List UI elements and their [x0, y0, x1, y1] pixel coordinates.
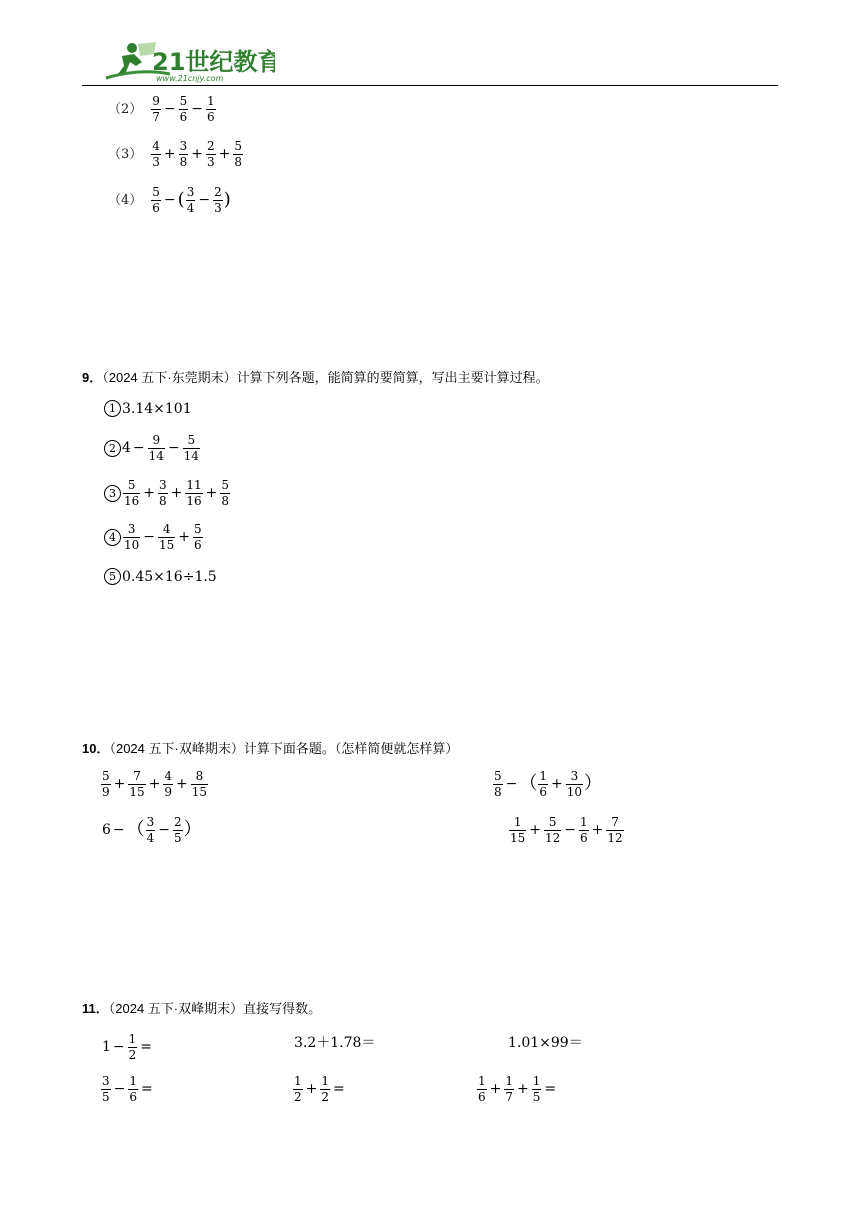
denominator: 6	[580, 830, 588, 845]
operator: −	[163, 192, 176, 209]
numerator: 1	[532, 1074, 541, 1088]
numerator: 3	[146, 815, 155, 829]
fraction	[128, 770, 145, 798]
numerator: 7	[611, 815, 619, 829]
denominator: 2	[128, 1047, 137, 1062]
fraction	[206, 140, 216, 168]
fraction	[158, 523, 175, 551]
fraction	[101, 1075, 111, 1103]
question-text: 直接写得数。	[243, 1001, 322, 1016]
numerator: 5	[494, 769, 502, 783]
numerator: 1	[207, 94, 215, 108]
list-item	[100, 1075, 155, 1103]
denominator: 4	[186, 200, 195, 215]
operator: −	[143, 529, 156, 546]
operator: −	[113, 1081, 126, 1098]
numerator: 1	[505, 1074, 514, 1088]
number-text: 4	[122, 440, 131, 457]
numerator: 5	[152, 185, 160, 199]
denominator: 5	[532, 1089, 541, 1104]
fraction	[191, 770, 208, 798]
denominator: 15	[510, 830, 526, 845]
denominator: 15	[191, 784, 208, 799]
fraction	[320, 1075, 330, 1103]
denominator: 6	[152, 200, 160, 215]
list-item	[100, 770, 209, 798]
list-item	[508, 816, 625, 844]
numerator: 1	[294, 1074, 302, 1088]
fraction	[128, 1075, 138, 1103]
denominator: 2	[294, 1089, 302, 1104]
question-text: 计算下面各题。（怎样简便就怎样算）	[243, 741, 459, 756]
numerator: 3	[127, 522, 136, 536]
denominator: 4	[146, 830, 155, 845]
operator: +	[143, 485, 156, 502]
operator: +	[305, 1081, 318, 1098]
denominator: 3	[214, 200, 222, 215]
fraction	[183, 434, 200, 462]
numerator: 5	[179, 94, 188, 108]
fraction	[532, 1075, 542, 1103]
item-label: （3）	[108, 146, 143, 162]
denominator: 6	[179, 109, 188, 124]
fraction	[148, 434, 165, 462]
denominator: 10	[566, 784, 583, 799]
denominator: 14	[183, 448, 199, 463]
fraction	[606, 816, 623, 844]
circled-number: 4	[104, 529, 121, 546]
question-source: （2024 五下·双峰期末）	[108, 1001, 244, 1016]
list-item	[104, 479, 231, 507]
logo-text: 21世纪教育	[152, 48, 275, 76]
question-10-title	[82, 738, 458, 757]
numerator: 1	[513, 815, 522, 829]
question-number: 11．	[82, 1001, 109, 1016]
operator: −	[198, 192, 211, 209]
item-label: （2）	[108, 101, 143, 117]
denominator: 5	[174, 830, 182, 845]
numerator: 1	[321, 1074, 330, 1088]
operator: −	[163, 101, 176, 118]
numerator: 5	[187, 433, 196, 447]
circled-number: 3	[104, 485, 121, 502]
brand-logo	[100, 38, 275, 84]
fraction	[477, 1075, 487, 1103]
list-item	[104, 523, 204, 551]
operator: −	[564, 822, 577, 839]
operator: +	[148, 776, 161, 793]
numerator: 5	[127, 478, 136, 492]
item-label: （4）	[108, 192, 143, 208]
fraction	[146, 816, 156, 844]
fraction	[151, 95, 161, 123]
number-text: 3.2＋1.78＝	[294, 1035, 376, 1051]
denominator: 6	[129, 1089, 138, 1104]
numerator: 1	[129, 1074, 138, 1088]
fraction	[293, 1075, 303, 1103]
operator: +	[551, 776, 563, 793]
list-item	[104, 568, 217, 585]
numerator: 5	[221, 478, 230, 492]
list-item	[492, 770, 602, 798]
fraction	[179, 140, 189, 168]
fraction	[504, 1075, 514, 1103]
denominator: 16	[186, 493, 202, 508]
operator: +	[529, 822, 542, 839]
question-9-title	[82, 367, 549, 386]
denominator: 6	[539, 784, 548, 799]
question-source: （2024 五下·双峰期末）	[109, 741, 244, 756]
header-divider	[82, 85, 778, 86]
numerator: 5	[234, 139, 243, 153]
denominator: 14	[148, 448, 164, 463]
numerator: 5	[548, 815, 557, 829]
denominator: 15	[129, 784, 145, 799]
fraction	[566, 770, 583, 798]
logo-url-text: www.21cnjy.com	[156, 74, 224, 83]
fraction	[151, 186, 161, 214]
numerator: 9	[152, 94, 160, 108]
operator: =	[140, 1039, 153, 1056]
question-number: 10．	[82, 741, 110, 756]
numerator: 3	[159, 478, 167, 492]
operator: +	[218, 146, 231, 163]
operator: −	[167, 440, 180, 457]
list-item	[102, 816, 202, 844]
numerator: 7	[133, 769, 141, 783]
fraction	[151, 140, 161, 168]
operator: =	[141, 1081, 153, 1098]
operator: −	[132, 440, 145, 457]
operator: =	[333, 1081, 345, 1098]
fraction	[186, 186, 196, 214]
denominator: 15	[159, 537, 175, 552]
fraction	[206, 95, 216, 123]
parenthesis: (	[177, 189, 185, 211]
operator: +	[176, 776, 188, 793]
denominator: 9	[164, 784, 173, 799]
numerator: 2	[214, 185, 222, 199]
circled-number: 2	[104, 440, 121, 457]
fraction	[123, 479, 140, 507]
fraction	[163, 770, 173, 798]
fraction	[544, 816, 561, 844]
parenthesis: )	[223, 189, 231, 211]
denominator: 6	[207, 109, 215, 124]
list-item	[108, 186, 231, 214]
denominator: 16	[124, 493, 140, 508]
numerator: 1	[539, 769, 548, 783]
denominator: 8	[234, 154, 243, 169]
operator: −	[505, 776, 518, 793]
fraction	[179, 95, 189, 123]
denominator: 8	[494, 784, 502, 799]
denominator: 7	[152, 109, 160, 124]
numerator: 1	[128, 1032, 137, 1046]
number-text: 1.01×99＝	[508, 1035, 583, 1051]
denominator: 12	[607, 830, 623, 845]
operator: +	[178, 529, 191, 546]
numerator: 1	[580, 815, 588, 829]
operator: +	[591, 822, 604, 839]
parenthesis: ）	[183, 819, 202, 841]
numerator: 3	[102, 1074, 110, 1088]
numerator: 3	[186, 185, 195, 199]
question-11-title	[82, 998, 321, 1017]
fraction	[123, 523, 140, 551]
list-item	[102, 1033, 154, 1061]
number-text: 1	[102, 1039, 111, 1056]
operator: −	[158, 822, 171, 839]
operator: −	[112, 1039, 125, 1056]
numerator: 4	[152, 139, 160, 153]
numerator: 4	[164, 769, 173, 783]
denominator: 10	[124, 537, 140, 552]
operator: +	[170, 485, 183, 502]
parenthesis: （	[126, 819, 145, 841]
fraction	[128, 1033, 138, 1061]
question-number: 9．	[82, 370, 103, 385]
denominator: 12	[545, 830, 561, 845]
operator: +	[517, 1081, 529, 1098]
operator: +	[191, 146, 204, 163]
list-item	[294, 1036, 375, 1050]
operator: +	[205, 485, 218, 502]
fraction	[579, 816, 589, 844]
denominator: 8	[221, 493, 230, 508]
operator: −	[112, 822, 125, 839]
list-item	[108, 95, 217, 123]
fraction	[193, 523, 203, 551]
fraction	[509, 816, 526, 844]
numerator: 4	[162, 522, 171, 536]
list-item	[104, 434, 201, 462]
denominator: 6	[478, 1089, 486, 1104]
fraction	[185, 479, 202, 507]
operator: −	[191, 101, 204, 118]
fraction	[173, 816, 183, 844]
numerator: 11	[186, 478, 202, 492]
numerator: 1	[478, 1074, 486, 1088]
denominator: 6	[194, 537, 202, 552]
denominator: 3	[207, 154, 215, 169]
denominator: 9	[102, 784, 110, 799]
numerator: 3	[570, 769, 579, 783]
numerator: 8	[195, 769, 204, 783]
numerator: 9	[152, 433, 161, 447]
denominator: 5	[102, 1089, 110, 1104]
operator: +	[489, 1081, 502, 1098]
denominator: 7	[505, 1089, 514, 1104]
denominator: 2	[321, 1089, 330, 1104]
question-text: 计算下列各题，能简算的要简算，写出主要计算过程。	[236, 370, 549, 385]
number-text: 0.45×16÷1.5	[122, 568, 217, 585]
fraction	[493, 770, 503, 798]
operator: +	[113, 776, 126, 793]
numerator: 2	[207, 139, 215, 153]
list-item	[108, 140, 244, 168]
fraction	[101, 770, 111, 798]
operator: +	[163, 146, 176, 163]
list-item	[292, 1075, 347, 1103]
number-text: 3.14×101	[122, 400, 192, 417]
fraction	[233, 140, 243, 168]
fraction	[220, 479, 230, 507]
numerator: 5	[102, 769, 110, 783]
list-item	[104, 400, 192, 417]
parenthesis: ）	[584, 773, 603, 795]
fraction	[538, 770, 548, 798]
list-item	[476, 1075, 558, 1103]
numerator: 2	[174, 815, 182, 829]
fraction	[158, 479, 168, 507]
question-source: （2024 五下·东莞期末）	[102, 370, 237, 385]
list-item	[508, 1036, 583, 1050]
parenthesis: （	[519, 773, 538, 795]
fraction	[213, 186, 223, 214]
number-text: 6	[102, 822, 111, 839]
operator: =	[544, 1081, 557, 1098]
denominator: 8	[179, 154, 188, 169]
numerator: 3	[179, 139, 188, 153]
numerator: 5	[194, 522, 202, 536]
denominator: 8	[159, 493, 167, 508]
denominator: 3	[152, 154, 160, 169]
circled-number: 5	[104, 568, 121, 585]
circled-number: 1	[104, 400, 121, 417]
